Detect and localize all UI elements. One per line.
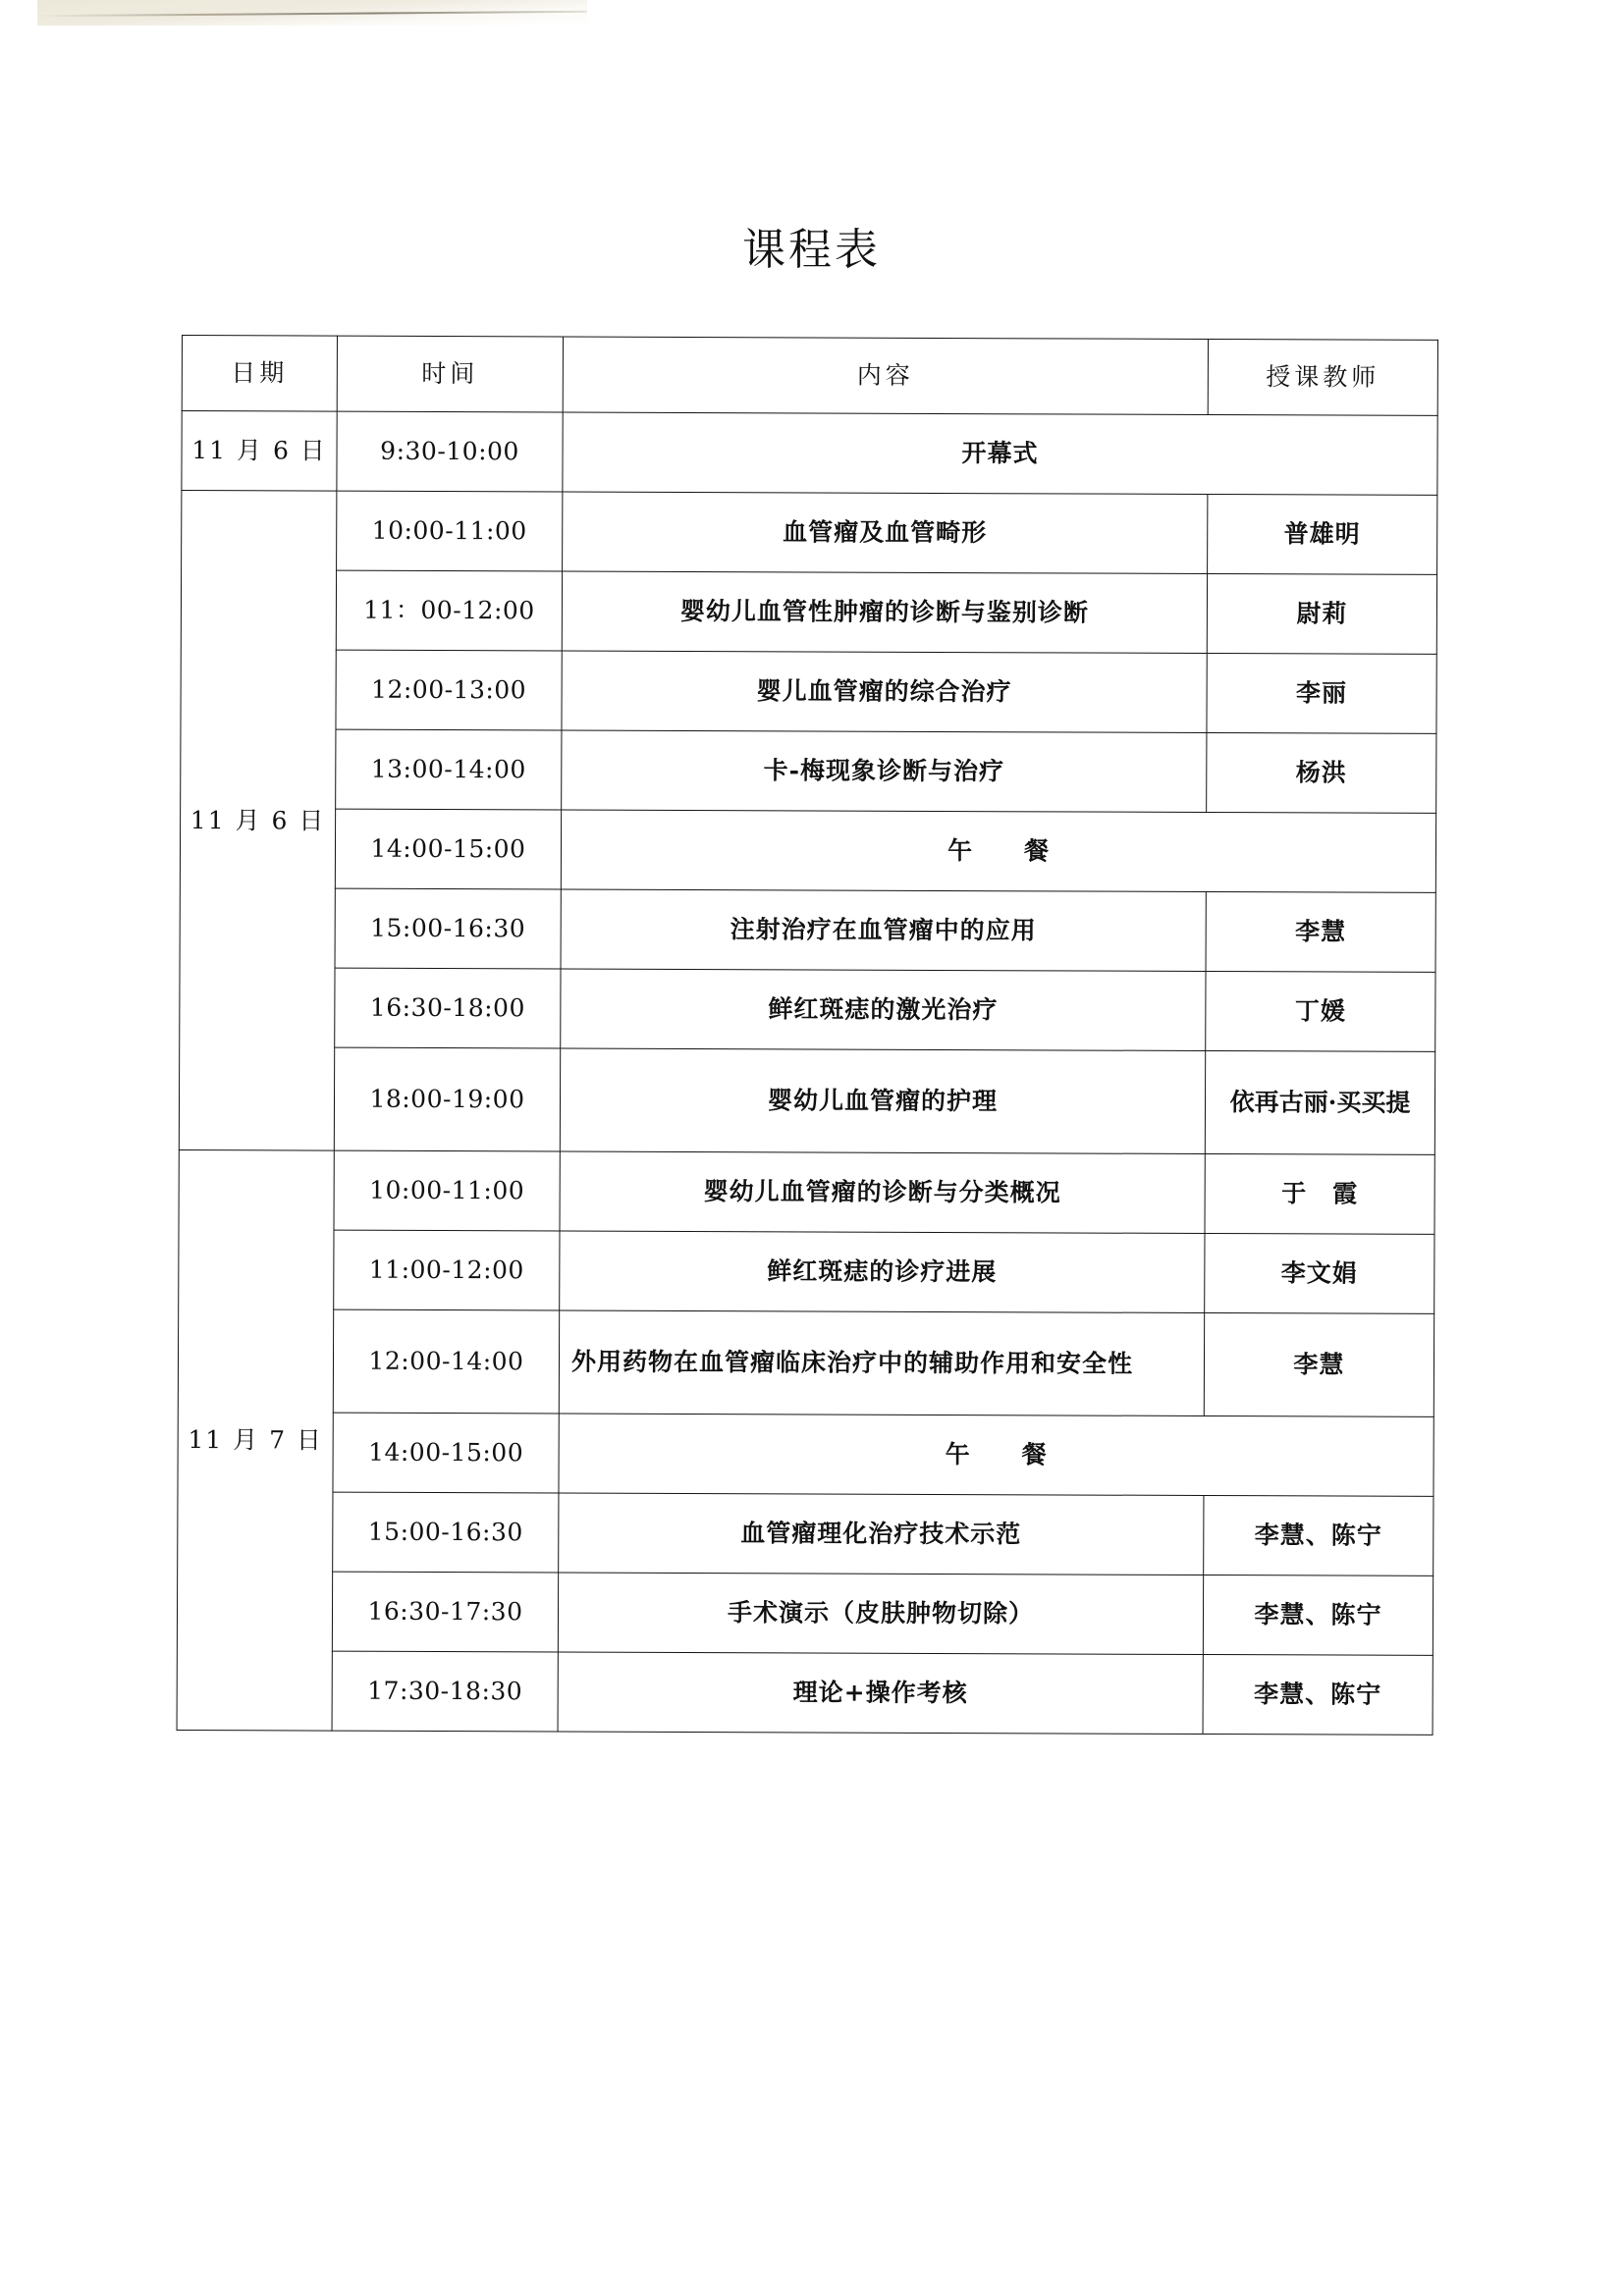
- time-cell: 16:30-18:00: [335, 968, 561, 1048]
- table-row: [179, 1149, 1434, 1234]
- column-header-content: 内容: [563, 337, 1208, 415]
- scan-edge-artifact: [37, 0, 587, 26]
- table-row: [178, 1491, 1434, 1575]
- content-cell: 血管瘤理化治疗技术示范: [559, 1493, 1204, 1575]
- teacher-cell: 普雄明: [1208, 495, 1437, 575]
- teacher-cell: 于 霞: [1205, 1154, 1434, 1235]
- table-row: [182, 491, 1437, 575]
- content-cell: 婴幼儿血管性肿瘤的诊断与鉴别诊断: [562, 571, 1207, 654]
- time-cell: 14:00-15:00: [333, 1413, 559, 1493]
- time-cell: 15:00-16:30: [333, 1492, 559, 1573]
- time-cell: 9:30-10:00: [337, 411, 563, 492]
- time-cell: 12:00-13:00: [336, 650, 562, 730]
- content-cell-lunch: 午 餐: [561, 810, 1435, 892]
- schedule-table-wrapper: [177, 335, 1437, 1735]
- table-row: [180, 808, 1435, 892]
- teacher-cell: 李慧、陈宁: [1203, 1575, 1433, 1656]
- table-row: [178, 1412, 1434, 1496]
- content-cell: 卡-梅现象诊断与治疗: [562, 730, 1207, 813]
- time-cell: 11:00-12:00: [334, 1230, 560, 1310]
- time-cell: 16:30-17:30: [332, 1572, 558, 1652]
- column-header-date: 日期: [182, 336, 337, 412]
- date-cell-day1-main: 11 月 6 日: [179, 491, 337, 1151]
- teacher-cell: 杨洪: [1207, 733, 1436, 814]
- table-row: [181, 570, 1436, 655]
- table-row: [178, 1308, 1434, 1416]
- table-row: [180, 967, 1435, 1051]
- time-cell: 14:00-15:00: [335, 809, 561, 889]
- teacher-cell: 李慧、陈宁: [1203, 1655, 1433, 1735]
- content-cell: 鲜红斑痣的激光治疗: [561, 969, 1206, 1051]
- table-row: [179, 1229, 1434, 1313]
- time-cell: 17:30-18:30: [332, 1651, 558, 1732]
- content-cell: 婴儿血管瘤的综合治疗: [562, 651, 1207, 733]
- teacher-cell: 李慧: [1206, 892, 1435, 973]
- content-cell: 鲜红斑痣的诊疗进展: [560, 1231, 1205, 1313]
- content-cell-lunch: 午 餐: [559, 1414, 1434, 1496]
- teacher-cell: 李丽: [1207, 654, 1436, 734]
- teacher-cell: 李慧、陈宁: [1204, 1496, 1434, 1576]
- schedule-table: [177, 335, 1438, 1735]
- time-cell: 10:00-11:00: [334, 1150, 560, 1231]
- content-cell: 婴幼儿血管瘤的诊断与分类概况: [560, 1151, 1205, 1234]
- time-cell: 10:00-11:00: [337, 491, 563, 571]
- teacher-cell: 尉莉: [1207, 574, 1436, 655]
- column-header-teacher: 授课教师: [1208, 340, 1437, 416]
- time-cell: 15:00-16:30: [335, 888, 561, 969]
- teacher-cell: 依再古丽·买买提: [1205, 1051, 1434, 1155]
- table-row: [177, 1571, 1433, 1655]
- content-cell: 外用药物在血管瘤临床治疗中的辅助作用和安全性: [559, 1310, 1204, 1416]
- table-row: [181, 649, 1436, 733]
- teacher-cell: 李文娟: [1205, 1234, 1434, 1314]
- teacher-cell: 李慧: [1204, 1313, 1434, 1417]
- table-row: [182, 411, 1437, 496]
- table-row: [181, 728, 1436, 813]
- column-header-time: 时间: [337, 336, 563, 412]
- content-cell: 血管瘤及血管畸形: [563, 492, 1208, 574]
- time-cell: 12:00-14:00: [333, 1309, 559, 1414]
- time-cell: 13:00-14:00: [336, 729, 562, 810]
- date-cell-day2: 11 月 7 日: [177, 1149, 334, 1731]
- page-title: 课程表: [742, 225, 881, 275]
- content-cell: 开幕式: [563, 412, 1437, 495]
- teacher-cell: 丁媛: [1206, 972, 1435, 1052]
- table-row: [177, 1650, 1433, 1735]
- time-cell: 18:00-19:00: [334, 1047, 560, 1151]
- date-cell-day1-opening: 11 月 6 日: [182, 411, 337, 492]
- table-row: [179, 1046, 1434, 1154]
- time-cell: 11：00-12:00: [336, 570, 562, 651]
- content-cell: 注射治疗在血管瘤中的应用: [561, 889, 1206, 972]
- table-row: [180, 887, 1435, 972]
- content-cell: 手术演示（皮肤肿物切除）: [558, 1573, 1203, 1655]
- table-header-row: [182, 336, 1437, 416]
- content-cell: 理论+操作考核: [558, 1652, 1203, 1735]
- content-cell: 婴幼儿血管瘤的护理: [560, 1048, 1205, 1154]
